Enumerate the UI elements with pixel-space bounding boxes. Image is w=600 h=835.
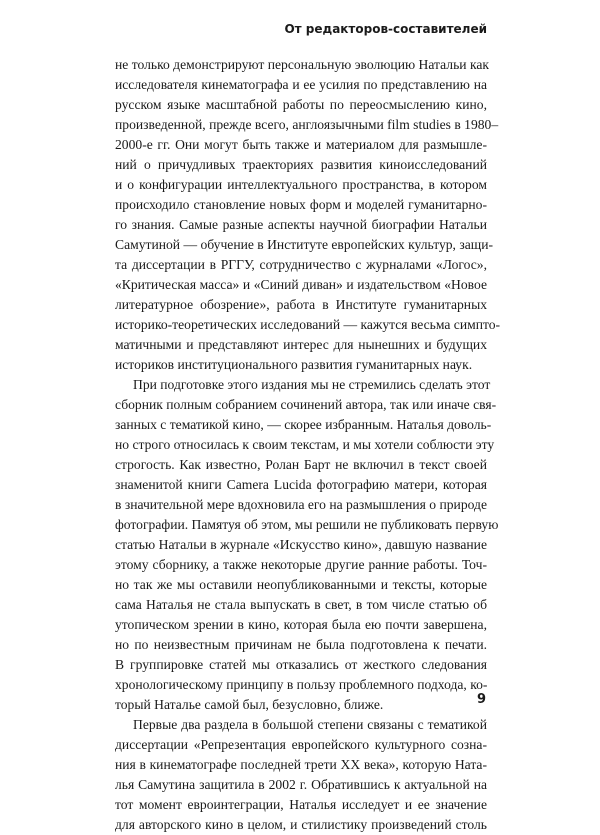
text-line: произведенной, прежде всего, англоязычными film studies в 1980– xyxy=(115,117,499,132)
text-line: не только демонстрируют персональную эволюцию Натальи как xyxy=(115,57,489,72)
text-line: но по неизвестным причинам не была подготовлена к печати. xyxy=(115,637,487,652)
text-line: знаменитой книги Camera Lucida фотографию матери, которая xyxy=(115,477,487,492)
text-line: литературное обозрение», работа в Институте гуманитарных xyxy=(115,297,487,312)
text-line: статью Натальи в журнале «Искусство кино», давшую название xyxy=(115,537,487,552)
text-line: сборник полным собранием сочинений автора, так или иначе свя- xyxy=(115,397,497,412)
paragraph-end-line: торый Наталье самой был, безусловно, ближе. xyxy=(115,697,384,712)
text-line: и о конфигурации интеллектуального пространства, в котором xyxy=(115,177,487,192)
paragraph-first-line: Первые два раздела в большой степени связаны с тематикой xyxy=(133,717,487,732)
text-line: русском языке масштабной работы по переосмыслению кино, xyxy=(115,97,487,112)
text-line: в значительной мере вдохновила его на размышления о природе xyxy=(115,497,487,512)
running-head: От редакторов-составителей xyxy=(284,22,487,36)
text-line: но строго относилась к своим текстам, и мы хотели соблюсти эту xyxy=(115,437,495,452)
paragraph-first-line: При подготовке этого издания мы не стремились сделать этот xyxy=(133,377,491,392)
text-line: занных с тематикой кино, — скорее избранным. Наталья доволь- xyxy=(115,417,492,432)
text-line: строгость. Как известно, Ролан Барт не включил в текст своей xyxy=(115,457,487,472)
text-line: лья Самутина защитила в 2002 г. Обратившись к актуальной на xyxy=(115,777,487,792)
text-line: В группировке статей мы отказались от жесткого следования xyxy=(115,657,487,672)
text-line: 2000-е гг. Они могут быть также и материалом для размышле- xyxy=(115,137,487,152)
text-line: исследователя кинематографа и ее усилия по представлению на xyxy=(115,77,487,92)
text-line: историко-теоретических исследований — кажутся весьма симпто- xyxy=(115,317,501,332)
text-line: для авторского кино в целом, и стилистику произведений столь xyxy=(115,817,487,832)
text-line: утопическом зрении в кино, которая была ею почти завершена, xyxy=(115,617,487,632)
text-line: ний о причудливых траекториях развития киноисследований xyxy=(115,157,487,172)
text-line: фотографии. Памятуя об этом, мы решили не публиковать первую xyxy=(115,517,499,532)
text-line: го знания. Самые разные аспекты научной биографии Натальи xyxy=(115,217,487,232)
text-line: этому сборнику, а также некоторые другие ранние работы. Точ- xyxy=(115,557,487,572)
text-line: тот момент евроинтеграции, Наталья исследует и ее значение xyxy=(115,797,487,812)
paragraph-end-line: историков институционального развития гуманитарных наук. xyxy=(115,357,473,372)
text-line: «Критическая масса» и «Синий диван» и издательством «Новое xyxy=(115,277,487,292)
text-line: сама Наталья не стала выпускать в свет, в том числе статью об xyxy=(115,597,487,612)
text-line: диссертации «Репрезентация европейского культурного созна- xyxy=(115,737,487,752)
text-line: Самутиной — обучение в Институте европейских культур, защи- xyxy=(115,237,494,252)
text-line: та диссертации в РГГУ, сотрудничество с журналами «Логос», xyxy=(115,257,487,272)
text-line: ния в кинематографе последней трети XX века», которую Ната- xyxy=(115,757,487,772)
text-line: происходило становление новых форм и моделей гуманитарно- xyxy=(115,197,487,212)
text-line: но так же мы оставили неопубликованными и тексты, которые xyxy=(115,577,487,592)
text-line: хронологическому принципу в пользу проблемного подхода, ко- xyxy=(115,677,488,692)
text-line: матичными и представляют интерес для нынешних и будущих xyxy=(115,337,487,352)
page-number: 9 xyxy=(476,692,486,707)
body-text xyxy=(115,55,501,835)
